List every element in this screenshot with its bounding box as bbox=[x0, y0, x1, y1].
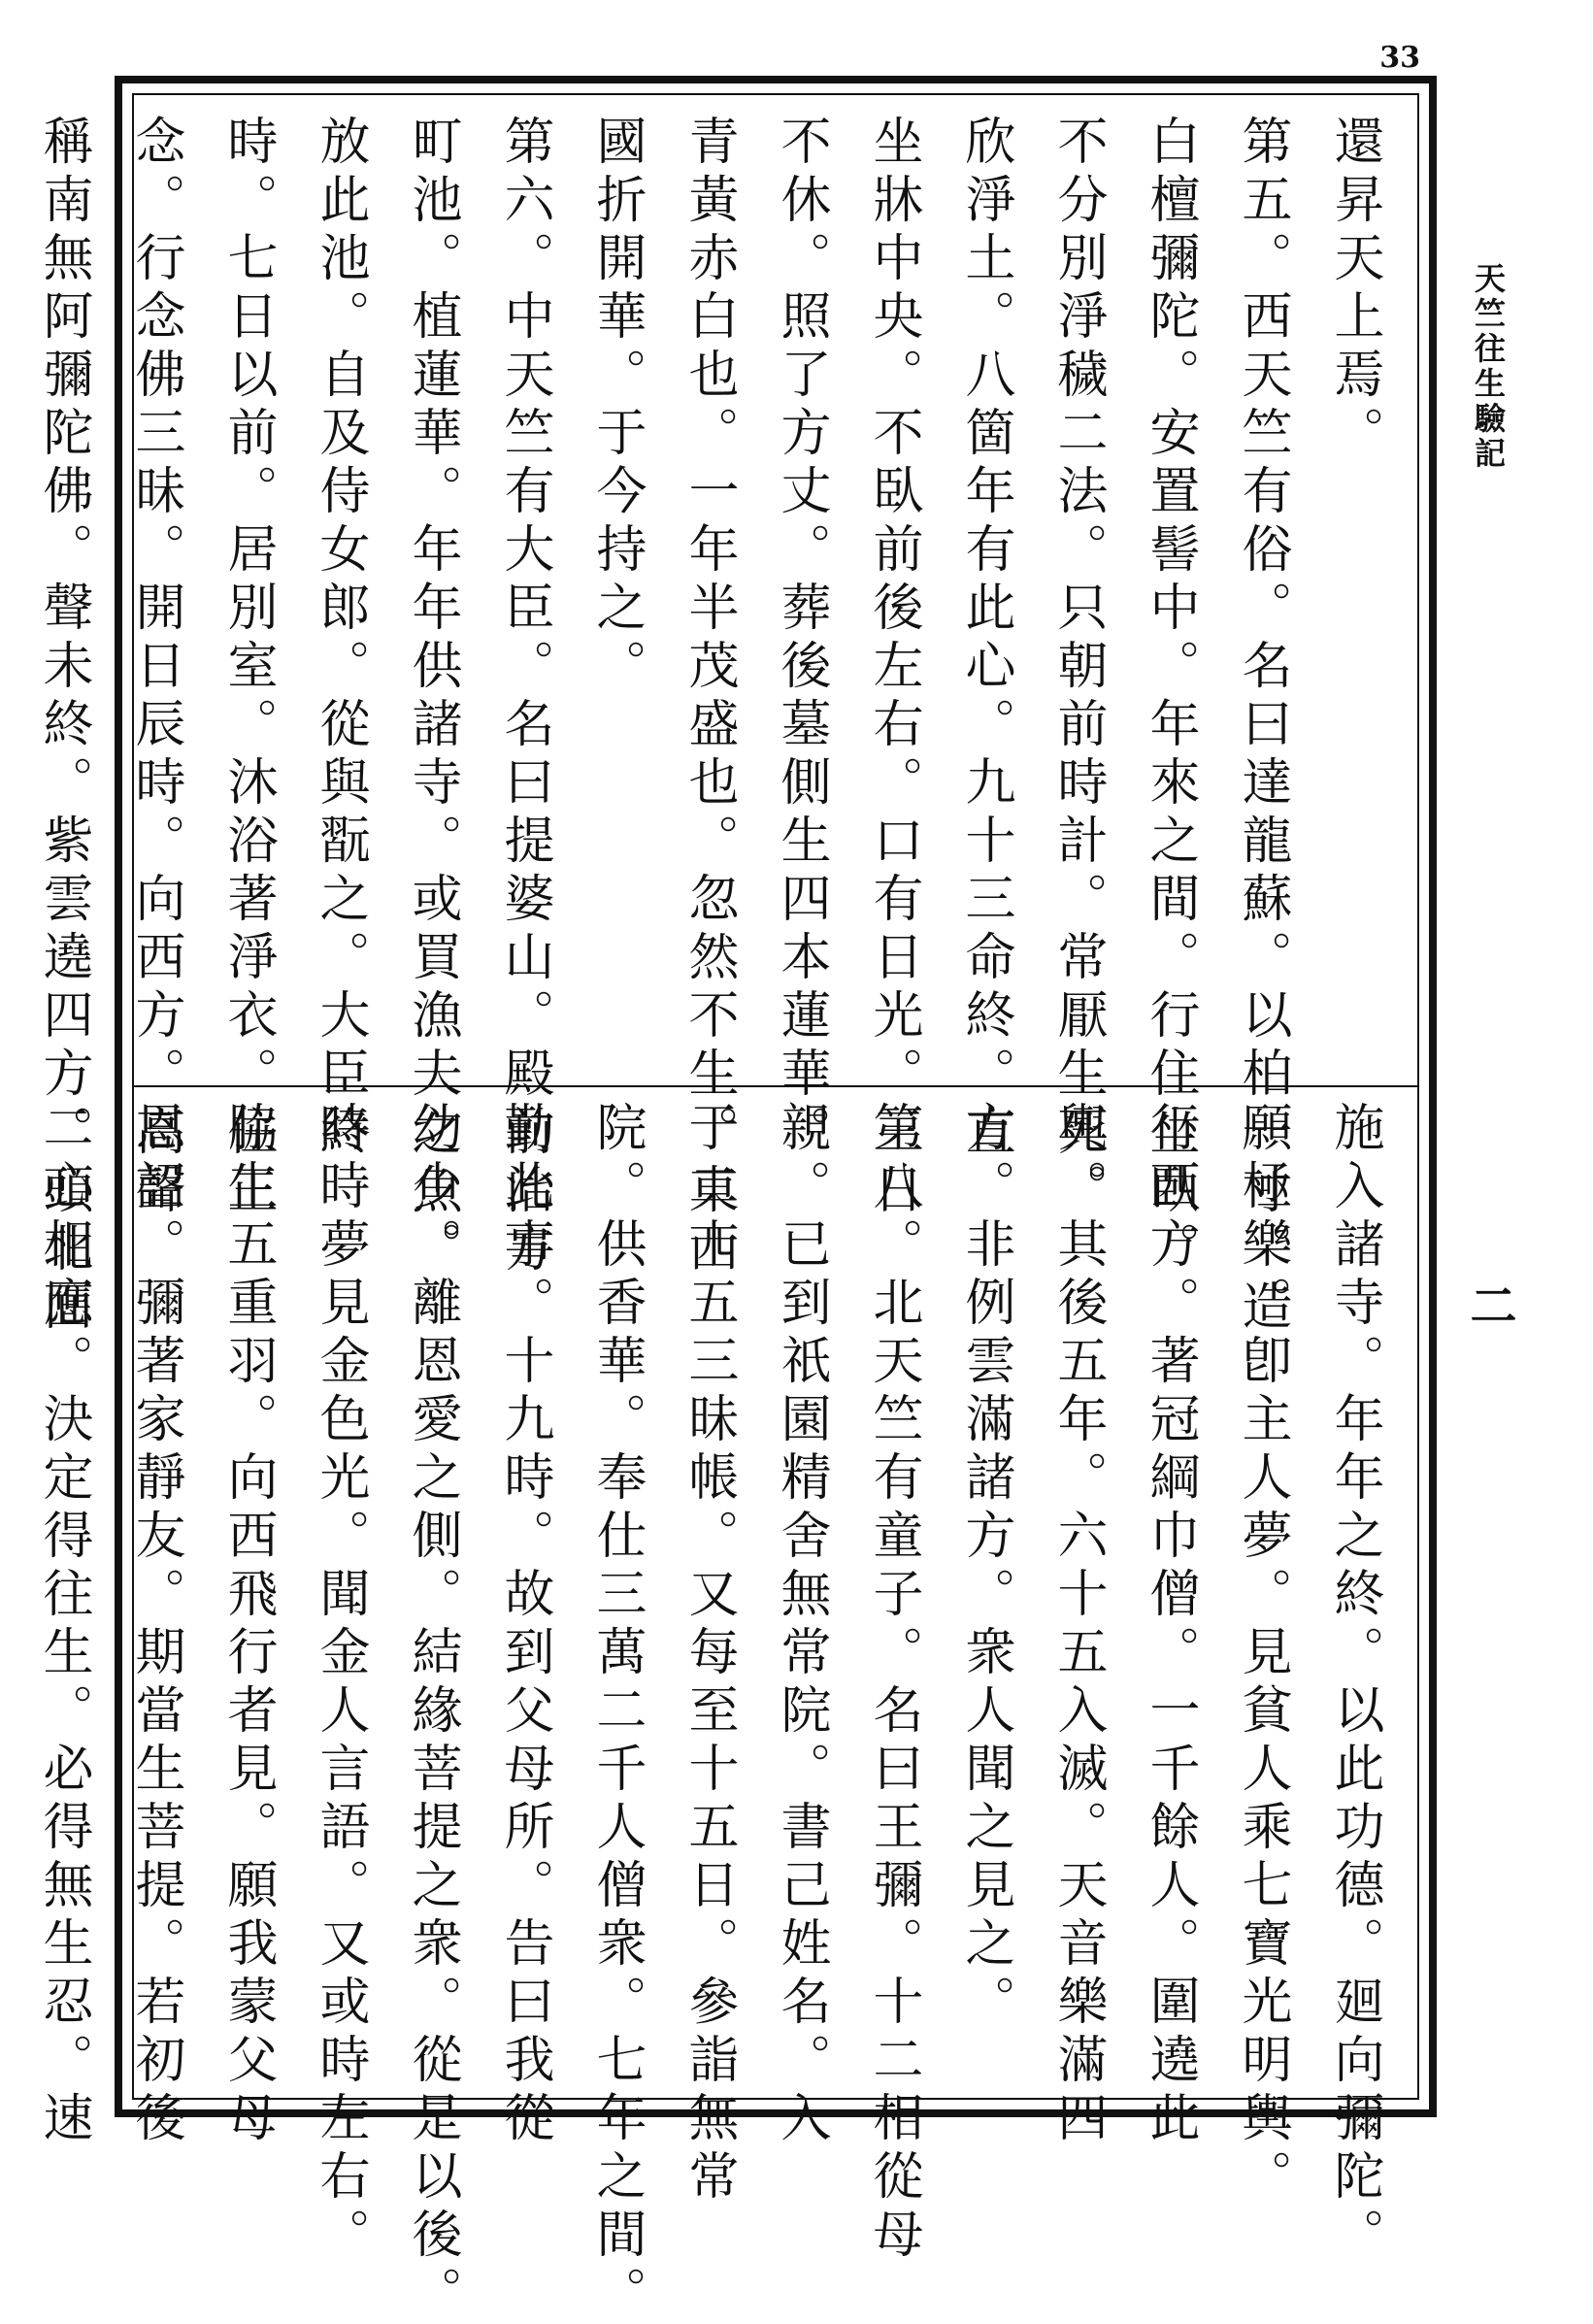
folio-mark: 二 bbox=[1462, 1281, 1516, 1328]
text-line: 念。行念佛三昧。開日辰時。向西方。高聲 bbox=[126, 115, 184, 1221]
page-number: 33 bbox=[1379, 41, 1420, 75]
text-line: 願極樂。卽主人夢。見貧人乘七寶光明輿。 bbox=[1233, 1101, 1291, 2208]
text-frame-inner bbox=[34, 93, 1419, 2324]
text-line: 不分別淨穢二法。只朝前時計。常厭生死。 bbox=[1048, 115, 1107, 1221]
text-line bbox=[0, 115, 17, 1076]
text-line: 坐牀中央。不臥前後左右。口有日光。三日 bbox=[864, 115, 922, 1221]
text-line: 院。供香華。奉仕三萬二千人僧衆。七年之間。 bbox=[587, 1101, 646, 2324]
text-line: 行西方。著冠綱巾僧。一千餘人。圍遶此 bbox=[1141, 1101, 1199, 2149]
text-line: 町池。植蓮華。年年供諸寺。或買漁夫之魚。 bbox=[403, 115, 461, 1279]
text-line: 輿。其後五年。六十五入滅。天音樂滿四 bbox=[1048, 1101, 1107, 2149]
text-line: 時時夢見金色光。聞金人言語。又或時左右。 bbox=[311, 1101, 369, 2266]
text-line: 于二十五三昧帳。又每至十五日。參詣無常 bbox=[680, 1101, 738, 2208]
text-line: 恩詔。彌著家靜友。期當生菩提。若初後 bbox=[126, 1101, 184, 2149]
text-line: 時。七日以前。居別室。沐浴著淨衣。住正 bbox=[218, 115, 277, 1221]
top-text-section bbox=[34, 115, 1400, 1338]
text-line: 第六。中天竺有大臣。名曰提婆山。殿前治方 bbox=[495, 115, 553, 1279]
text-line: 方。非例雲滿諸方。衆人聞之見之。 bbox=[956, 1101, 1014, 2033]
text-line: 稱南無阿彌陀佛。聲未終。紫雲遶四方。頭北面 bbox=[34, 115, 92, 1338]
text-line: 放此池。自及侍女郎。從與翫之。大臣終 bbox=[311, 115, 369, 1163]
text-line: 幼少。離恩愛之側。結緣菩提之衆。從是以後。 bbox=[403, 1101, 461, 2324]
text-line: 勤此事。十九時。故到父母所。告曰我從 bbox=[495, 1101, 553, 2149]
text-line: 還昇天上焉。 bbox=[1325, 115, 1383, 464]
bottom-text-section bbox=[34, 1101, 1400, 2324]
text-line: 國折開華。于今持之。 bbox=[587, 115, 646, 697]
text-line: 脇生五重羽。向西飛行者見。願我蒙父母 bbox=[218, 1101, 277, 2149]
text-line: 親。已到祇園精舍無常院。書己姓名。入 bbox=[772, 1101, 830, 2149]
text-line: 白檀彌陀。安置髻中。年來之間。行住坐臥。 bbox=[1141, 115, 1199, 1279]
text-frame bbox=[34, 76, 1437, 2324]
text-line: 二心相應。決定得往生。必得無生忍。速 bbox=[34, 1101, 92, 2149]
text-line: 第五。西天竺有俗。名曰達龍蘇。以柏一寸。造 bbox=[1233, 115, 1291, 1338]
text-line bbox=[0, 1101, 17, 2110]
running-title: 天竺往生驗記 bbox=[1470, 262, 1507, 472]
text-line: 施入諸寺。年年之終。以此功德。廻向彌陀。 bbox=[1325, 1101, 1383, 2266]
text-line: 不休。照了方丈。葬後墓側生四本蓮華。 bbox=[772, 115, 830, 1163]
text-line: 欣淨土。八箇年有此心。九十三命終。直 bbox=[956, 115, 1014, 1163]
text-line: 青黃赤白也。一年半茂盛也。忽然不生。東西 bbox=[680, 115, 738, 1279]
text-line: 第八。北天竺有童子。名曰王彌。十二相從母 bbox=[864, 1101, 922, 2266]
